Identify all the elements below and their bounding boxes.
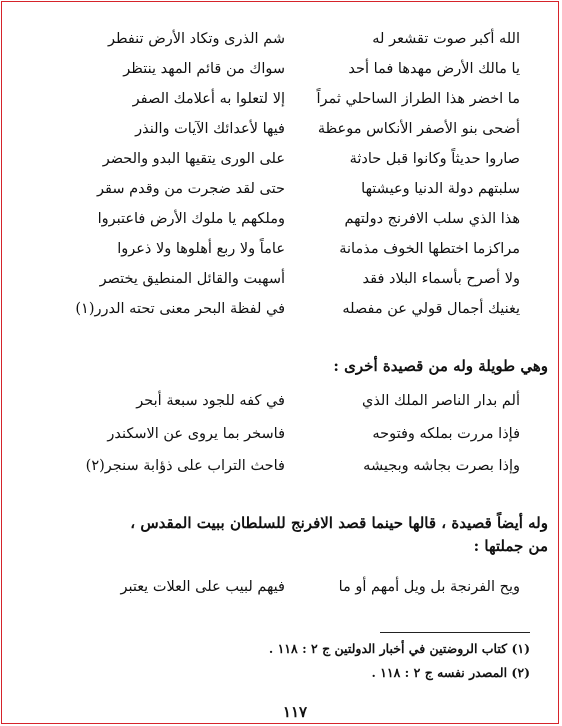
verse-line bbox=[60, 264, 530, 294]
book-page bbox=[60, 20, 548, 721]
verse-first-hemistich: ما اخضر هذا الطراز الساحلي ثمراً bbox=[316, 91, 520, 107]
verse-line bbox=[60, 24, 530, 54]
poem-intro-line: وله أيضاً قصيدة ، قالها حينما قصد الافرنج للسلطان ببيت المقدس ، bbox=[130, 514, 548, 532]
verse-line bbox=[60, 419, 530, 449]
verse-second-hemistich: على الورى يتقيها البدو والحضر bbox=[102, 151, 285, 167]
verse-line bbox=[60, 294, 530, 324]
verse-first-hemistich: ألم بدار الناصر الملك الذي bbox=[361, 393, 520, 409]
poem-intro: وهي طويلة وله من قصيدة أخرى : bbox=[333, 357, 548, 375]
verse-line bbox=[60, 144, 530, 174]
verse-line bbox=[60, 572, 530, 602]
verse-line bbox=[60, 234, 530, 264]
verse-second-hemistich: إلا لتعلوا به أعلامك الصفر bbox=[132, 91, 285, 107]
verse-second-hemistich: شم الذرى وتكاد الأرض تنفطر bbox=[107, 31, 285, 47]
verse-first-hemistich: سلبتهم دولة الدنيا وعيشتها bbox=[361, 181, 520, 197]
verse-first-hemistich: ويح الفرنجة بل ويل أمهم أو ما bbox=[338, 579, 520, 595]
verse-first-hemistich: أضحى بنو الأصفر الأنكاس موعظة bbox=[317, 121, 520, 137]
verse-line bbox=[60, 204, 530, 234]
verse-second-hemistich: أسهبت والقائل المنطيق يختصر bbox=[99, 271, 285, 287]
verse-second-hemistich: سواك من قائم المهد ينتظر bbox=[123, 61, 285, 77]
verse-first-hemistich: وإذا بصرت بجاشه وبجيشه bbox=[363, 458, 520, 474]
verse-first-hemistich: ولا أصرح بأسماء البلاد فقد bbox=[362, 271, 520, 287]
verse-line bbox=[60, 174, 530, 204]
verse-first-hemistich: مراكزما اختطها الخوف مذمانة bbox=[339, 241, 520, 257]
verse-first-hemistich: صاروا حديثاً وكانوا قبل حادثة bbox=[349, 151, 520, 167]
verse-line bbox=[60, 114, 530, 144]
verse-first-hemistich: يغنيك أجمال قولي عن مفصله bbox=[342, 301, 520, 317]
verse-line bbox=[60, 386, 530, 416]
verse-second-hemistich: فيهم لبيب على العلات يعتبر bbox=[120, 579, 285, 595]
footnote: (٢) المصدر نفسه ج ٢ : ١١٨ . bbox=[371, 665, 530, 680]
verse-second-hemistich: فاحث التراب على ذؤابة سنجر(٢) bbox=[85, 458, 285, 474]
verse-first-hemistich: هذا الذي سلب الافرنج دولتهم bbox=[344, 211, 520, 227]
verse-first-hemistich: يا مالك الأرض مهدها فما أحد bbox=[348, 61, 520, 77]
verse-second-hemistich: فاسخر بما يروى عن الاسكندر bbox=[107, 426, 285, 442]
verse-line bbox=[60, 84, 530, 114]
verse-second-hemistich: عاماً ولا ربع أهلوها ولا ذعروا bbox=[117, 241, 285, 257]
verse-second-hemistich: فيها لأعدائك الآيات والنذر bbox=[135, 121, 285, 137]
verse-first-hemistich: فإذا مررت بملكه وفتوحه bbox=[372, 426, 520, 442]
verse-second-hemistich: في لفظة البحر معنى تحته الدرر(١) bbox=[75, 301, 285, 317]
page-number: ١١٧ bbox=[282, 703, 308, 721]
verse-second-hemistich: في كفه للجود سبعة أبحر bbox=[136, 393, 285, 409]
poem-intro-line: من جملتها : bbox=[473, 537, 548, 555]
footnote-divider bbox=[380, 632, 530, 633]
verse-second-hemistich: حتى لقد ضجرت من وقدم سقر bbox=[97, 181, 285, 197]
verse-line bbox=[60, 54, 530, 84]
footnote: (١) كتاب الروضتين في أخبار الدولتين ج ٢ : ١١٨ . bbox=[268, 641, 530, 656]
verse-first-hemistich: الله أكبر صوت تقشعر له bbox=[372, 31, 520, 47]
verse-second-hemistich: وملكهم يا ملوك الأرض فاعتبروا bbox=[97, 211, 285, 227]
verse-line bbox=[60, 451, 530, 481]
